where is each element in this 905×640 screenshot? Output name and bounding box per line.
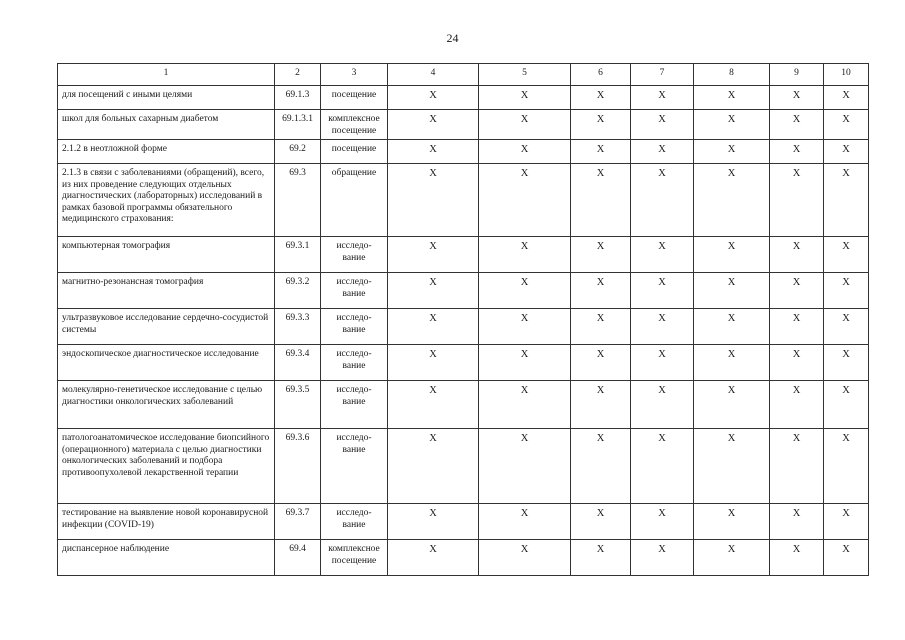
- row-value-cell: X: [479, 86, 571, 110]
- row-value-cell: X: [824, 429, 869, 504]
- row-name-cell: тестирование на выявление новой коронавирусной инфекции (COVID-19): [58, 504, 275, 540]
- column-header: 9: [770, 64, 824, 86]
- row-value-cell: X: [824, 345, 869, 381]
- table-row: [58, 237, 869, 273]
- row-value-cell: X: [694, 345, 770, 381]
- row-value-cell: X: [479, 381, 571, 429]
- row-value-cell: X: [694, 140, 770, 164]
- row-value-cell: X: [694, 540, 770, 576]
- row-value-cell: X: [388, 429, 479, 504]
- row-code-cell: 69.3.5: [275, 381, 321, 429]
- table-row: [58, 164, 869, 237]
- row-unit-cell: исследо-вание: [321, 309, 388, 345]
- row-value-cell: X: [571, 345, 631, 381]
- row-value-cell: X: [388, 237, 479, 273]
- row-value-cell: X: [694, 164, 770, 237]
- row-value-cell: X: [631, 140, 694, 164]
- row-unit-cell: посещение: [321, 86, 388, 110]
- row-value-cell: X: [571, 273, 631, 309]
- row-value-cell: X: [479, 504, 571, 540]
- table-row: [58, 140, 869, 164]
- row-code-cell: 69.3.1: [275, 237, 321, 273]
- row-name-cell: магнитно-резонансная томография: [58, 273, 275, 309]
- row-value-cell: X: [694, 273, 770, 309]
- row-code-cell: 69.3.6: [275, 429, 321, 504]
- row-value-cell: X: [770, 504, 824, 540]
- table-row: [58, 429, 869, 504]
- row-value-cell: X: [479, 309, 571, 345]
- row-value-cell: X: [824, 140, 869, 164]
- row-value-cell: X: [770, 86, 824, 110]
- row-value-cell: X: [631, 273, 694, 309]
- table-row: [58, 273, 869, 309]
- row-value-cell: X: [479, 140, 571, 164]
- row-value-cell: X: [770, 164, 824, 237]
- row-value-cell: X: [571, 540, 631, 576]
- table-row: [58, 86, 869, 110]
- row-value-cell: X: [388, 164, 479, 237]
- row-value-cell: X: [388, 345, 479, 381]
- row-value-cell: X: [824, 86, 869, 110]
- row-value-cell: X: [479, 540, 571, 576]
- row-code-cell: 69.3.3: [275, 309, 321, 345]
- row-value-cell: X: [770, 429, 824, 504]
- column-header: 4: [388, 64, 479, 86]
- row-value-cell: X: [388, 381, 479, 429]
- row-value-cell: X: [694, 504, 770, 540]
- row-value-cell: X: [770, 309, 824, 345]
- row-unit-cell: исследо-вание: [321, 504, 388, 540]
- row-value-cell: X: [770, 273, 824, 309]
- row-value-cell: X: [631, 86, 694, 110]
- row-value-cell: X: [824, 110, 869, 140]
- column-header: 3: [321, 64, 388, 86]
- row-value-cell: X: [571, 309, 631, 345]
- row-code-cell: 69.1.3.1: [275, 110, 321, 140]
- row-unit-cell: исследо-вание: [321, 273, 388, 309]
- row-value-cell: X: [694, 237, 770, 273]
- row-value-cell: X: [631, 504, 694, 540]
- table-row: [58, 345, 869, 381]
- row-value-cell: X: [479, 429, 571, 504]
- row-value-cell: X: [388, 140, 479, 164]
- row-code-cell: 69.2: [275, 140, 321, 164]
- column-header: 2: [275, 64, 321, 86]
- row-value-cell: X: [571, 140, 631, 164]
- row-name-cell: ультразвуковое исследование сердечно-сосудистой системы: [58, 309, 275, 345]
- row-unit-cell: исследо-вание: [321, 381, 388, 429]
- row-value-cell: X: [479, 273, 571, 309]
- row-value-cell: X: [479, 237, 571, 273]
- row-value-cell: X: [824, 164, 869, 237]
- row-value-cell: X: [631, 429, 694, 504]
- row-value-cell: X: [631, 540, 694, 576]
- data-table: [57, 63, 869, 576]
- column-header: 10: [824, 64, 869, 86]
- table-row: [58, 504, 869, 540]
- row-code-cell: 69.3.2: [275, 273, 321, 309]
- row-value-cell: X: [631, 110, 694, 140]
- column-header: 7: [631, 64, 694, 86]
- row-value-cell: X: [631, 164, 694, 237]
- row-value-cell: X: [571, 504, 631, 540]
- row-name-cell: патологоанатомическое исследование биопсийного (операционного) материала с целью диагностики онкологических заболеваний и подбора противоопухолевой лекарственной терапии: [58, 429, 275, 504]
- page-number: 24: [446, 31, 459, 45]
- row-value-cell: X: [694, 110, 770, 140]
- row-value-cell: X: [694, 309, 770, 345]
- row-value-cell: X: [631, 309, 694, 345]
- row-unit-cell: посещение: [321, 140, 388, 164]
- row-name-cell: школ для больных сахарным диабетом: [58, 110, 275, 140]
- row-value-cell: X: [824, 237, 869, 273]
- row-unit-cell: комплексное посещение: [321, 540, 388, 576]
- row-unit-cell: исследо-вание: [321, 345, 388, 381]
- row-value-cell: X: [388, 273, 479, 309]
- row-value-cell: X: [631, 237, 694, 273]
- row-name-cell: для посещений с иными целями: [58, 86, 275, 110]
- row-value-cell: X: [388, 110, 479, 140]
- row-value-cell: X: [571, 110, 631, 140]
- row-code-cell: 69.3.4: [275, 345, 321, 381]
- row-value-cell: X: [770, 540, 824, 576]
- row-value-cell: X: [824, 309, 869, 345]
- row-code-cell: 69.1.3: [275, 86, 321, 110]
- table-row: [58, 540, 869, 576]
- row-value-cell: X: [694, 86, 770, 110]
- row-code-cell: 69.3: [275, 164, 321, 237]
- row-value-cell: X: [694, 381, 770, 429]
- row-value-cell: X: [631, 345, 694, 381]
- row-value-cell: X: [388, 504, 479, 540]
- row-name-cell: диспансерное наблюдение: [58, 540, 275, 576]
- row-value-cell: X: [824, 381, 869, 429]
- row-value-cell: X: [571, 237, 631, 273]
- table-body: [58, 86, 869, 576]
- row-value-cell: X: [571, 164, 631, 237]
- row-value-cell: X: [479, 110, 571, 140]
- column-header: 8: [694, 64, 770, 86]
- row-value-cell: X: [479, 164, 571, 237]
- table-row: [58, 309, 869, 345]
- row-value-cell: X: [479, 345, 571, 381]
- row-value-cell: X: [770, 237, 824, 273]
- row-unit-cell: исследо-вание: [321, 429, 388, 504]
- row-value-cell: X: [388, 540, 479, 576]
- row-name-cell: 2.1.3 в связи с заболеваниями (обращений), всего, из них проведение следующих отдельных диагностических (лабораторных) исследований в рамках базовой программы обязательного медицинского страхования:: [58, 164, 275, 237]
- row-name-cell: 2.1.2 в неотложной форме: [58, 140, 275, 164]
- column-header: 1: [58, 64, 275, 86]
- row-unit-cell: обращение: [321, 164, 388, 237]
- row-value-cell: X: [571, 381, 631, 429]
- row-name-cell: эндоскопическое диагностическое исследование: [58, 345, 275, 381]
- row-name-cell: молекулярно-генетическое исследование с целью диагностики онкологических заболеваний: [58, 381, 275, 429]
- row-value-cell: X: [694, 429, 770, 504]
- row-value-cell: X: [571, 429, 631, 504]
- row-value-cell: X: [388, 86, 479, 110]
- table-row: [58, 381, 869, 429]
- column-header: 6: [571, 64, 631, 86]
- table-row: [58, 110, 869, 140]
- row-value-cell: X: [388, 309, 479, 345]
- row-value-cell: X: [770, 381, 824, 429]
- row-code-cell: 69.4: [275, 540, 321, 576]
- row-value-cell: X: [824, 540, 869, 576]
- row-value-cell: X: [770, 345, 824, 381]
- row-unit-cell: комплексное посещение: [321, 110, 388, 140]
- row-unit-cell: исследо-вание: [321, 237, 388, 273]
- column-header: 5: [479, 64, 571, 86]
- row-name-cell: компьютерная томография: [58, 237, 275, 273]
- row-value-cell: X: [824, 273, 869, 309]
- row-value-cell: X: [824, 504, 869, 540]
- row-value-cell: X: [631, 381, 694, 429]
- row-code-cell: 69.3.7: [275, 504, 321, 540]
- row-value-cell: X: [770, 140, 824, 164]
- row-value-cell: X: [770, 110, 824, 140]
- row-value-cell: X: [571, 86, 631, 110]
- header-row: [58, 64, 869, 86]
